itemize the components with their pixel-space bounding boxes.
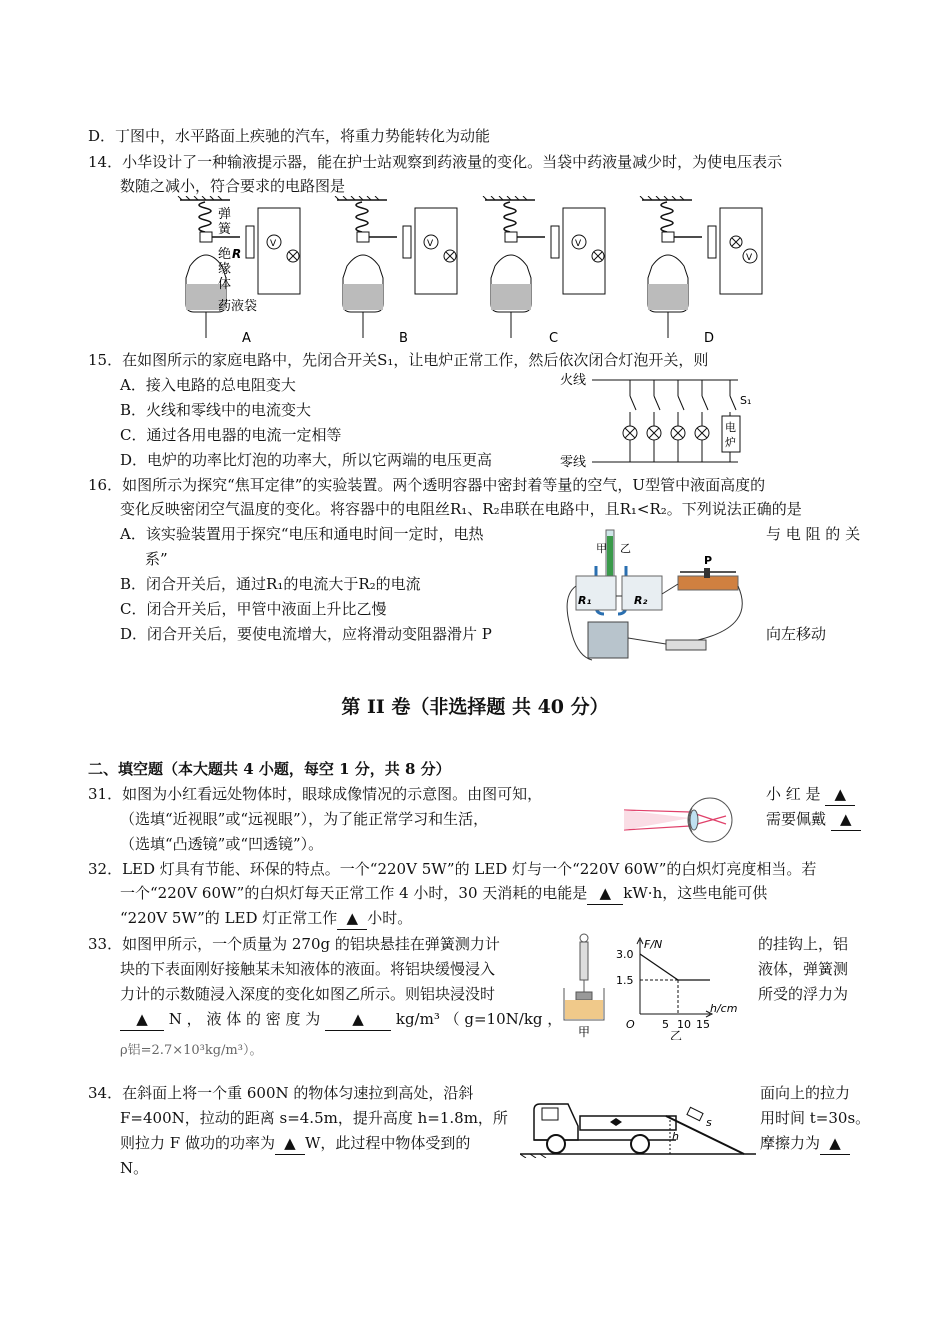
q16-label-r1: R₁ — [578, 594, 592, 607]
q15-label-live: 火线 — [560, 373, 587, 388]
q16-option-a-cont: 系” — [145, 550, 168, 568]
q14-option-c: C — [549, 331, 559, 346]
q33-x-label: h/cm — [710, 1002, 738, 1015]
q32-line3 — [120, 907, 412, 930]
q34-line3-right: 摩擦力为 — [760, 1134, 821, 1152]
q31-line1-right: 小 红 是 — [766, 785, 821, 803]
part2-heading: 二、填空题（本大题共 4 小题，每空 1 分，共 8 分） — [88, 760, 451, 778]
q33-line1-right: 的挂钩上，铝 — [758, 935, 849, 953]
svg-text:V: V — [270, 239, 277, 249]
q33-label-jia: 甲 — [578, 1025, 591, 1039]
q34-label-s: s — [706, 1116, 712, 1129]
svg-text:V: V — [575, 239, 582, 249]
q33-y-lo: 1.5 — [616, 974, 634, 987]
q33-line4-b: kg/m³ （ g=10N/kg ， — [395, 1010, 563, 1028]
q33-line3-right: 所受的浮力为 — [758, 985, 849, 1003]
q33-line2-left: 块的下表面刚好接触某未知液体的液面。将铝块缓慢浸入 — [120, 960, 496, 978]
q16-option-a-left: A．该实验装置用于探究“电压和通电时间一定时，电热 — [120, 525, 484, 543]
q33-line1-left: 33．如图甲所示，一个质量为 270g 的铝块悬挂在弹簧测力计 — [88, 935, 500, 953]
q13-option-d: D．丁图中，水平路面上疾驰的汽车，将重力势能转化为动能 — [88, 127, 491, 145]
q33-figure-yi-chart — [616, 938, 737, 1040]
q31-line1-left: 31．如图为小红看远处物体时，眼球成像情况的示意图。由图可知， — [88, 785, 543, 803]
q34-line2-left: F=400N，拉动的距离 s=4.5m，提升高度 h=1.8m，所 — [120, 1109, 508, 1127]
q15-household-circuit — [558, 370, 768, 470]
q31-line1-right-wrap — [766, 783, 855, 806]
q14-stem-line1: 14．小华设计了一种输液提示器，能在护士站观察到药液量的变化。当袋中药液量减少时，为使电压表示 — [88, 153, 783, 171]
q15-label-switch: S₁ — [740, 394, 752, 407]
q33-curve-decline — [640, 954, 678, 980]
q32-line2 — [120, 882, 767, 905]
q33-blank-1[interactable]: ▲ — [120, 1008, 164, 1031]
q34-line3 — [120, 1132, 470, 1155]
q33-x-tick-15: 15 — [696, 1018, 710, 1031]
q14-stem-line2: 数随之减小，符合要求的电路图是 — [120, 177, 346, 195]
q14-label-ins2: 缘 — [218, 262, 232, 277]
q14-label-ins1: 绝 — [218, 247, 232, 262]
q34-label-h: h — [672, 1130, 679, 1143]
q15-option-a: A．接入电路的总电阻变大 — [120, 376, 296, 394]
q34-line1-right: 面向上的拉力 — [760, 1084, 851, 1102]
q16-joule-apparatus — [556, 526, 756, 664]
q31-line2-right: 需要佩戴 — [766, 810, 827, 828]
q33-origin: O — [626, 1018, 635, 1031]
q16-stem-line2: 变化反映密闭空气温度的变化。将容器中的电阻丝R₁、R₂串联在电路中，且R₁<R₂。下列说法正确的是 — [120, 500, 802, 518]
q31-line2-left: （选填“近视眼”或“远视眼”），为了能正常学习和生活， — [120, 810, 489, 828]
q32-line1: 32．LED 灯具有节能、环保的特点。一个“220V 5W”的 LED 灯与一个“220V 60W”的白炽灯亮度相当。若 — [88, 860, 817, 878]
q16-label-r2: R₂ — [634, 594, 648, 607]
q16-label-p: P — [704, 554, 713, 567]
q14-option-d: D — [704, 331, 715, 346]
q34-line3-left: 则拉力 F 做功的功率为 — [120, 1134, 275, 1152]
q14-option-b: B — [399, 331, 408, 346]
q14-figure-a — [178, 196, 300, 346]
q14-label-ins3: 体 — [218, 277, 232, 292]
q33-line2-right: 液体，弹簧测 — [758, 960, 849, 978]
q33-label-yi: 乙 — [670, 1029, 683, 1040]
q32-line2-a: 一个“220V 60W”的白炽灯每天正常工作 4 小时，30 天消耗的电能是 — [120, 884, 588, 902]
q15-label-neutral: 零线 — [560, 455, 587, 470]
q14-label-r: R — [232, 247, 242, 261]
q32-blank-1[interactable]: ▲ — [587, 882, 623, 905]
q34-line1-left: 34．在斜面上将一个重 600N 的物体匀速拉到高处，沿斜 — [88, 1084, 474, 1102]
q32-line2-b: kW·h，这些电能可供 — [623, 884, 768, 902]
q34-line2-right: 用时间 t=30s。 — [760, 1109, 871, 1127]
q14-figure-b — [335, 196, 457, 346]
q31-eye-diagram — [618, 794, 758, 844]
q14-label-spring2: 簧 — [218, 222, 232, 237]
q16-option-c: C．闭合开关后，甲管中液面上升比乙慢 — [120, 600, 387, 618]
q15-option-b: B．火线和零线中的电流变大 — [120, 401, 312, 419]
q33-x-tick-10: 10 — [677, 1018, 691, 1031]
q31-blank-1[interactable]: ▲ — [825, 783, 855, 806]
q33-figure-jia — [564, 934, 604, 1039]
q16-stem-line1: 16．如图所示为探究“焦耳定律”的实验装置。两个透明容器中密封着等量的空气，U型管中液面高度的 — [88, 476, 766, 494]
q33-y-label: F/N — [644, 938, 663, 951]
q14-figure-d — [640, 196, 762, 346]
q16-label-jia: 甲 — [596, 542, 607, 555]
q15-stem: 15．在如图所示的家庭电路中，先闭合开关S₁，让电炉正常工作，然后依次闭合灯泡开关，则 — [88, 351, 709, 369]
q34-line3-right-wrap — [760, 1132, 850, 1155]
q16-label-yi: 乙 — [620, 542, 631, 555]
q31-line3: （选填“凸透镜”或“凹透镜”）。 — [120, 835, 324, 853]
q34-truck-ramp — [520, 1082, 756, 1158]
q16-option-d-right: 向左移动 — [766, 625, 827, 643]
q34-blank-2[interactable]: ▲ — [820, 1132, 850, 1155]
section-title: 第 II 卷（非选择题 共 40 分） — [341, 696, 609, 718]
q33-line4 — [120, 1008, 562, 1031]
q34-blank-1[interactable]: ▲ — [275, 1132, 305, 1155]
q14-option-a: A — [242, 331, 251, 346]
q34-line3-mid: W，此过程中物体受到的 — [304, 1134, 471, 1152]
q33-x-tick-5: 5 — [662, 1018, 669, 1031]
q33-figures — [560, 932, 750, 1040]
q15-label-heater2: 炉 — [725, 436, 736, 449]
q33-line4-a: N ， 液 体 的 密 度 为 — [168, 1010, 321, 1028]
q14-figure-c — [483, 196, 605, 346]
q33-blank-2[interactable]: ▲ — [325, 1008, 391, 1031]
q31-line2-right-wrap — [766, 808, 861, 831]
q33-line3-left: 力计的示数随浸入深度的变化如图乙所示。则铝块浸没时 — [120, 985, 496, 1003]
q32-blank-2[interactable]: ▲ — [337, 907, 367, 930]
q15-label-heater1: 电 — [725, 421, 736, 434]
q15-option-d: D．电炉的功率比灯泡的功率大，所以它两端的电压更高 — [120, 451, 493, 469]
q16-option-a-right: 与 电 阻 的 关 — [766, 525, 861, 543]
q14-label-spring1: 弹 — [218, 207, 232, 222]
q33-line5: ρ铝=2.7×10³kg/m³）。 — [120, 1043, 263, 1058]
q31-blank-2[interactable]: ▲ — [831, 808, 861, 831]
q16-option-b: B．闭合开关后，通过R₁的电流大于R₂的电流 — [120, 575, 421, 593]
svg-text:V: V — [746, 253, 753, 263]
q32-line3-a: “220V 5W”的 LED 灯正常工作 — [120, 909, 338, 927]
q32-line3-b: 小时。 — [367, 909, 413, 927]
q16-option-d-left: D．闭合开关后，要使电流增大，应将滑动变阻器滑片 P — [120, 625, 492, 643]
q34-line4: N。 — [120, 1159, 149, 1177]
q14-circuit-figures — [170, 196, 790, 346]
svg-text:V: V — [427, 239, 434, 249]
q14-label-bag: 药液袋 — [218, 299, 258, 314]
q15-option-c: C．通过各用电器的电流一定相等 — [120, 426, 342, 444]
q33-y-hi: 3.0 — [616, 948, 634, 961]
